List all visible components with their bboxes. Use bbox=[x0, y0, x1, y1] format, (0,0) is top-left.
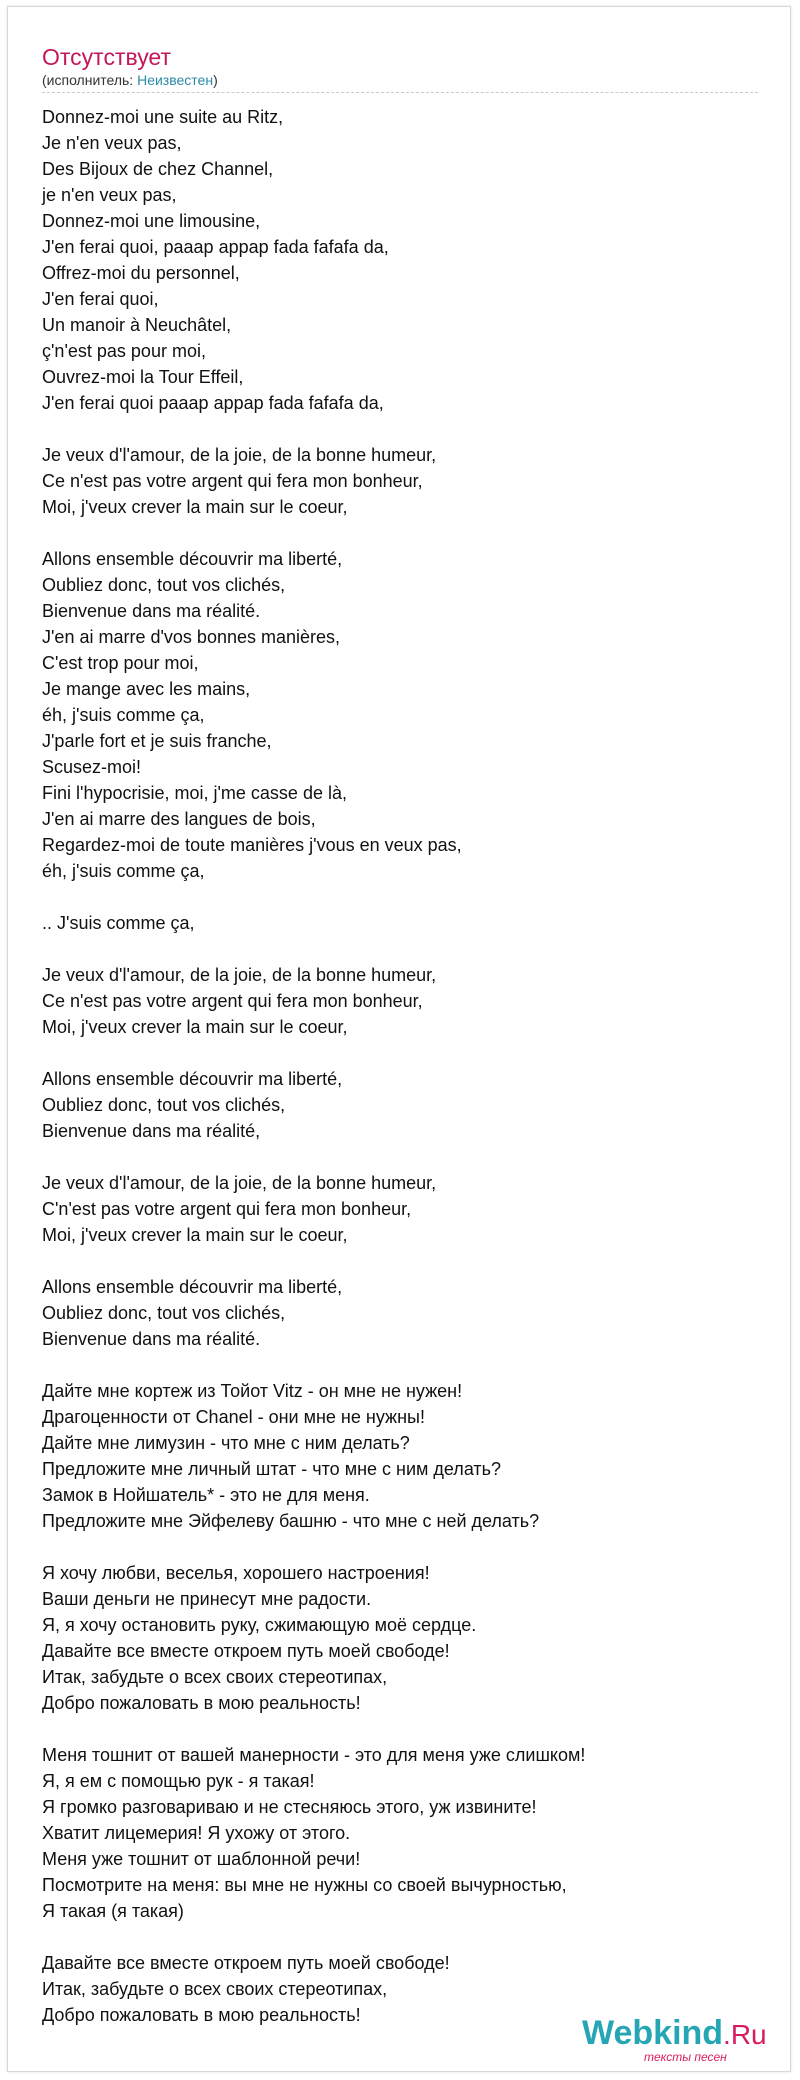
lyric-line: Des Bijoux de chez Channel, bbox=[42, 159, 274, 179]
lyric-line: J'en ferai quoi paaap appap fada fafafa da, bbox=[42, 393, 384, 413]
lyric-line bbox=[42, 1716, 762, 1742]
lyric-line: Давайте все вместе откроем путь моей свободе! bbox=[42, 1641, 450, 1661]
lyric-line: Bienvenue dans ma réalité. bbox=[42, 1329, 261, 1349]
lyric-line: Allons ensemble découvrir ma liberté, bbox=[42, 1069, 343, 1089]
lyric-line bbox=[42, 1352, 762, 1378]
lyric-line: Je veux d'l'amour, de la joie, de la bonne humeur, bbox=[42, 965, 437, 985]
lyric-line: .. J'suis comme ça, bbox=[42, 913, 195, 933]
lyric-line: Oubliez donc, tout vos clichés, bbox=[42, 1303, 286, 1323]
logo-wordmark bbox=[582, 2014, 782, 2054]
lyric-line: Дайте мне лимузин - что мне с ним делать? bbox=[42, 1433, 410, 1453]
header-divider bbox=[42, 92, 758, 93]
lyric-line: Я громко разговариваю и не стесняюсь этого, уж извините! bbox=[42, 1797, 537, 1817]
lyric-line: J'en ai marre d'vos bonnes manières, bbox=[42, 627, 341, 647]
lyric-line bbox=[42, 1534, 762, 1560]
lyric-line: Offrez-moi du personnel, bbox=[42, 263, 240, 283]
lyric-line bbox=[42, 1144, 762, 1170]
lyric-line: Я хочу любви, веселья, хорошего настроения! bbox=[42, 1563, 430, 1583]
lyric-line: Добро пожаловать в мою реальность! bbox=[42, 1693, 361, 1713]
lyric-line: Bienvenue dans ma réalité, bbox=[42, 1121, 261, 1141]
lyric-line: Oubliez donc, tout vos clichés, bbox=[42, 575, 286, 595]
logo-main-text: Webkind bbox=[582, 2014, 724, 2052]
site-logo[interactable] bbox=[582, 2014, 782, 2070]
lyric-line: Je veux d'l'amour, de la joie, de la bonne humeur, bbox=[42, 1173, 437, 1193]
lyric-line: je n'en veux pas, bbox=[42, 185, 177, 205]
lyric-line: éh, j'suis comme ça, bbox=[42, 861, 205, 881]
lyric-line: Allons ensemble découvrir ma liberté, bbox=[42, 549, 343, 569]
lyric-line: Moi, j'veux crever la main sur le coeur, bbox=[42, 1225, 348, 1245]
lyric-line: Итак, забудьте о всех своих стереотипах, bbox=[42, 1667, 388, 1687]
logo-tld-text: .Ru bbox=[723, 2019, 767, 2050]
lyric-line: Scusez-moi! bbox=[42, 757, 142, 777]
lyric-line: Предложите мне личный штат - что мне с ним делать? bbox=[42, 1459, 502, 1479]
lyric-line: Добро пожаловать в мою реальность! bbox=[42, 2005, 361, 2025]
lyrics-body bbox=[42, 104, 762, 2028]
lyric-line: Un manoir à Neuchâtel, bbox=[42, 315, 232, 335]
lyric-line: Ce n'est pas votre argent qui fera mon bonheur, bbox=[42, 991, 423, 1011]
lyric-line: Allons ensemble découvrir ma liberté, bbox=[42, 1277, 343, 1297]
lyric-line bbox=[42, 416, 762, 442]
lyric-line: Дайте мне кортеж из Тойот Vitz - он мне не нужен! bbox=[42, 1381, 463, 1401]
logo-tagline: тексты песен bbox=[644, 2050, 727, 2064]
lyric-line: Moi, j'veux crever la main sur le coeur, bbox=[42, 1017, 348, 1037]
lyric-line: J'en ai marre des langues de bois, bbox=[42, 809, 316, 829]
lyric-line: éh, j'suis comme ça, bbox=[42, 705, 205, 725]
lyric-line: Замок в Нойшатель* - это не для меня. bbox=[42, 1485, 370, 1505]
lyric-line: Я, я хочу остановить руку, сжимающую моё сердце. bbox=[42, 1615, 477, 1635]
lyric-line bbox=[42, 1248, 762, 1274]
lyric-line: Donnez-moi une suite au Ritz, bbox=[42, 107, 284, 127]
lyric-line: J'en ferai quoi, paaap appap fada fafafa da, bbox=[42, 237, 389, 257]
artist-line bbox=[42, 71, 218, 89]
lyric-line: Ouvrez-moi la Tour Effeil, bbox=[42, 367, 244, 387]
lyric-line: C'est trop pour moi, bbox=[42, 653, 199, 673]
lyric-line: Я, я ем с помощью рук - я такая! bbox=[42, 1771, 315, 1791]
lyric-line: J'parle fort et je suis franche, bbox=[42, 731, 272, 751]
lyric-line: Предложите мне Эйфелеву башню - что мне с ней делать? bbox=[42, 1511, 540, 1531]
lyric-line: Ce n'est pas votre argent qui fera mon bonheur, bbox=[42, 471, 423, 491]
lyric-line: Драгоценности от Chanel - они мне не нужны! bbox=[42, 1407, 425, 1427]
lyric-line: Я такая (я такая) bbox=[42, 1901, 184, 1921]
lyric-line: Donnez-moi une limousine, bbox=[42, 211, 261, 231]
lyric-line bbox=[42, 1924, 762, 1950]
lyric-line: Ваши деньги не принесут мне радости. bbox=[42, 1589, 372, 1609]
lyric-line: Bienvenue dans ma réalité. bbox=[42, 601, 261, 621]
lyric-line bbox=[42, 1040, 762, 1066]
lyric-line: Je n'en veux pas, bbox=[42, 133, 182, 153]
artist-link[interactable]: Неизвестен bbox=[137, 72, 214, 88]
lyric-line: Fini l'hypocrisie, moi, j'me casse de là, bbox=[42, 783, 347, 803]
song-title: Отсутствует bbox=[42, 44, 171, 70]
lyric-line: Moi, j'veux crever la main sur le coeur, bbox=[42, 497, 348, 517]
lyric-line: Хватит лицемерия! Я ухожу от этого. bbox=[42, 1823, 351, 1843]
lyric-line bbox=[42, 936, 762, 962]
artist-prefix: (исполнитель: bbox=[42, 72, 138, 88]
lyric-line: Oubliez donc, tout vos clichés, bbox=[42, 1095, 286, 1115]
lyric-line: Je veux d'l'amour, de la joie, de la bonne humeur, bbox=[42, 445, 437, 465]
artist-suffix: ) bbox=[213, 72, 218, 88]
lyric-line: J'en ferai quoi, bbox=[42, 289, 159, 309]
lyric-line: Меня тошнит от вашей манерности - это для меня уже слишком! bbox=[42, 1745, 586, 1765]
lyric-line: Меня уже тошнит от шаблонной речи! bbox=[42, 1849, 361, 1869]
lyric-line: ç'n'est pas pour moi, bbox=[42, 341, 206, 361]
lyric-line bbox=[42, 884, 762, 910]
lyric-line bbox=[42, 520, 762, 546]
lyric-line: Je mange avec les mains, bbox=[42, 679, 251, 699]
lyric-line: Давайте все вместе откроем путь моей свободе! bbox=[42, 1953, 450, 1973]
lyric-line: C'n'est pas votre argent qui fera mon bonheur, bbox=[42, 1199, 412, 1219]
lyric-line: Посмотрите на меня: вы мне не нужны со своей вычурностью, bbox=[42, 1875, 567, 1895]
lyric-line: Regardez-moi de toute manières j'vous en veux pas, bbox=[42, 835, 462, 855]
lyric-line: Итак, забудьте о всех своих стереотипах, bbox=[42, 1979, 388, 1999]
